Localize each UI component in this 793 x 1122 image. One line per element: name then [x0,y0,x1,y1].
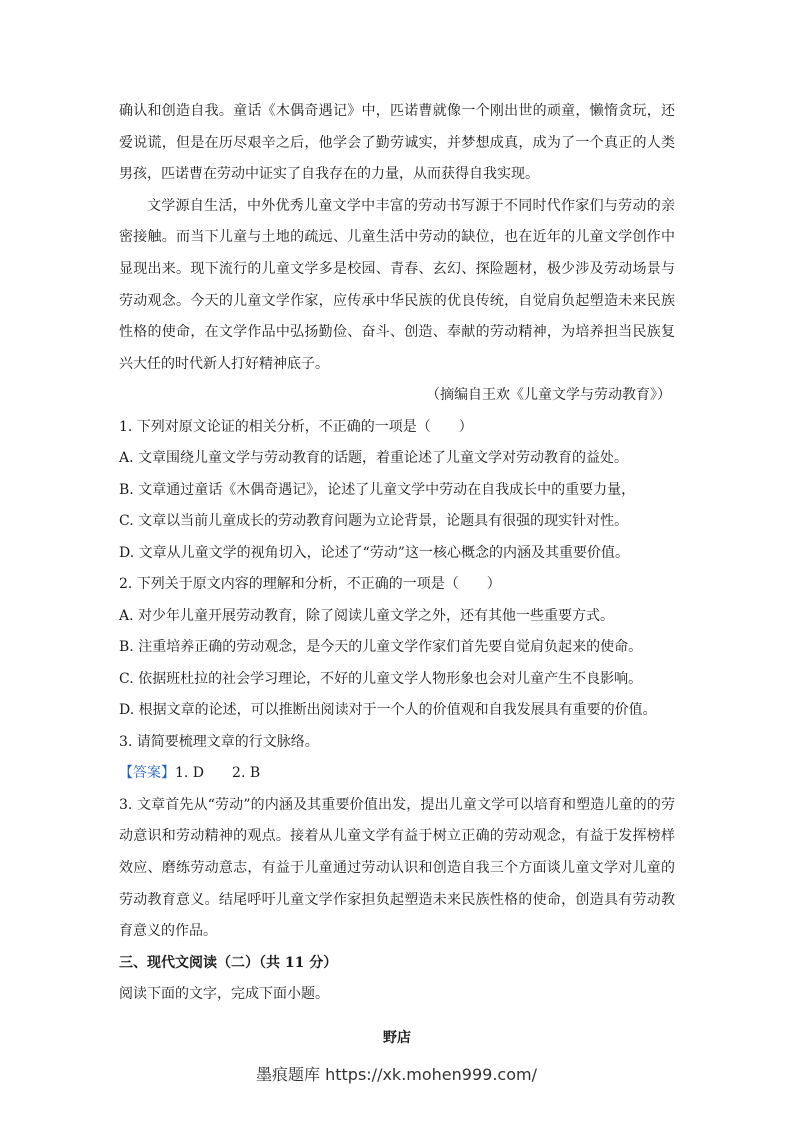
passage-paragraph-2: 文学源自生活，中外优秀儿童文学中丰富的劳动书写源于不同时代作家们与劳动的亲密接触。而当下儿童与土地的疏远、儿童生活中劳动的缺位，也在近年的儿童文学创作中显现出来。现下流行的儿童文学多是校园、青春、玄幻、探险题材，极少涉及劳动场景与劳动观念。今天的儿童文学作家，应传承中华民族的优良传统，自觉肩负起塑造未来民族性格的使命，在文学作品中弘扬勤俭、奋斗、创造、奉献的劳动精神，为培养担当民族复兴大任的时代新人打好精神底子。 [119,197,675,372]
question-1-stem: 1. 下列对原文论证的相关分析，不正确的一项是（ ） [119,418,473,435]
question-2-option-c: C. 依据班杜拉的社会学习理论，不好的儿童文学人物形象也会对儿童产生不良影响。 [119,670,643,687]
answer-values: 1. D 2. B [175,765,261,782]
question-3-answer: 3. 文章首先从“劳动”的内涵及其重要价值出发，提出儿童文学可以培育和塑造儿童的的劳动意识和劳动精神的观点。接着从儿童文学有益于树立正确的劳动观念，有益于发挥榜样效应、磨练劳动意志，有益于儿童通过劳动认识和创造自我三个方面谈儿童文学对儿童的劳动教育意义。结尾呼吁儿童文学作家担负起塑造未来民族性格的使命，创造具有劳动教育意义的作品。 [119,796,675,940]
question-2-option-d: D. 根据文章的论述，可以推断出阅读对于一个人的价值观和自我发展具有重要的价值。 [119,702,657,719]
question-1-option-a: A. 文章围绕儿童文学与劳动教育的话题，着重论述了儿童文学对劳动教育的益处。 [119,450,629,467]
answer-tag: 【答案】 [119,765,175,782]
question-3-stem: 3. 请简要梳理文章的行文脉络。 [119,733,319,750]
question-1 [119,412,675,570]
question-1-option-b: B. 文章通过童话《木偶奇遇记》，论述了儿童文学中劳动在自我成长中的重要力量， [119,481,636,498]
answer-line [119,758,675,790]
section-3-instruction: 阅读下面的文字，完成下面小题。 [119,986,329,1003]
question-1-option-c: C. 文章以当前儿童成长的劳动教育问题为立论背景，论题具有很强的现实针对性。 [119,513,629,530]
passage-paragraph-1: 确认和创造自我。童话《木偶奇遇记》中，匹诺曹就像一个刚出世的顽童，懒惰贪玩，还爱说谎，但是在历尽艰辛之后，他学会了勤劳诚实，并梦想成真，成为了一个真正的人类男孩，匹诺曹在劳动中证实了自我存在的力量，从而获得自我实现。 [119,103,675,183]
question-2-option-a: A. 对少年儿童开展劳动教育，除了阅读儿童文学之外，还有其他一些重要方式。 [119,607,615,624]
document-body [119,96,675,1054]
footer-watermark: 墨痕题库 https://xk.mohen999.com/ [256,1065,537,1084]
story-title: 野店 [383,1029,411,1046]
passage-source: （摘编自王欢《儿童文学与劳动教育》） [426,387,671,404]
question-2 [119,569,675,727]
question-2-stem: 2. 下列关于原文内容的理解和分析，不正确的一项是（ ） [119,576,501,593]
question-2-option-b: B. 注重培养正确的劳动观念，是今天的儿童文学作家们首先要自觉肩负起来的使命。 [119,639,643,656]
question-1-option-d: D. 文章从儿童文学的视角切入，论述了“劳动”这一核心概念的内涵及其重要价值。 [119,544,629,561]
section-3-heading: 三、现代文阅读（二）（共 11 分） [119,954,338,971]
